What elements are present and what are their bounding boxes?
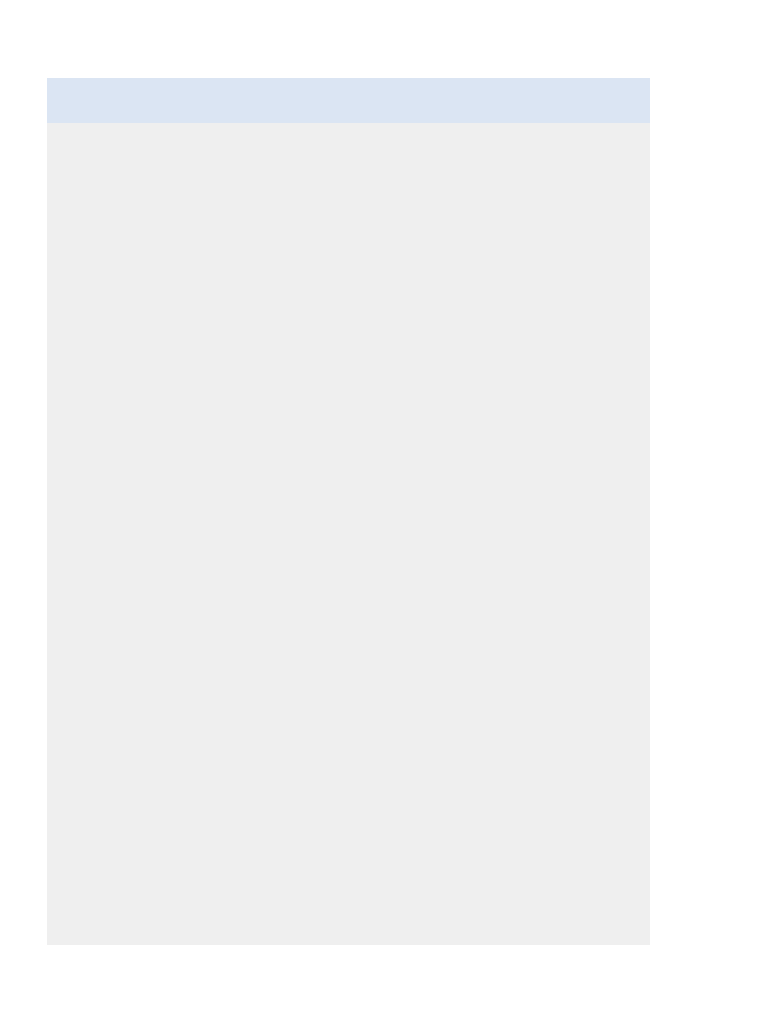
header-pbt-tolerancia — [450, 123, 494, 153]
header-pbt — [423, 123, 449, 153]
capacity-table-sheet — [47, 78, 650, 945]
title-bar — [47, 78, 650, 123]
header-aet — [618, 123, 649, 153]
header-cmt — [495, 123, 521, 153]
header-comprimento-maximo — [569, 123, 617, 153]
table-header — [47, 123, 650, 153]
header-comprimento-minimo — [522, 123, 568, 153]
header-peso-eixo — [357, 123, 423, 153]
